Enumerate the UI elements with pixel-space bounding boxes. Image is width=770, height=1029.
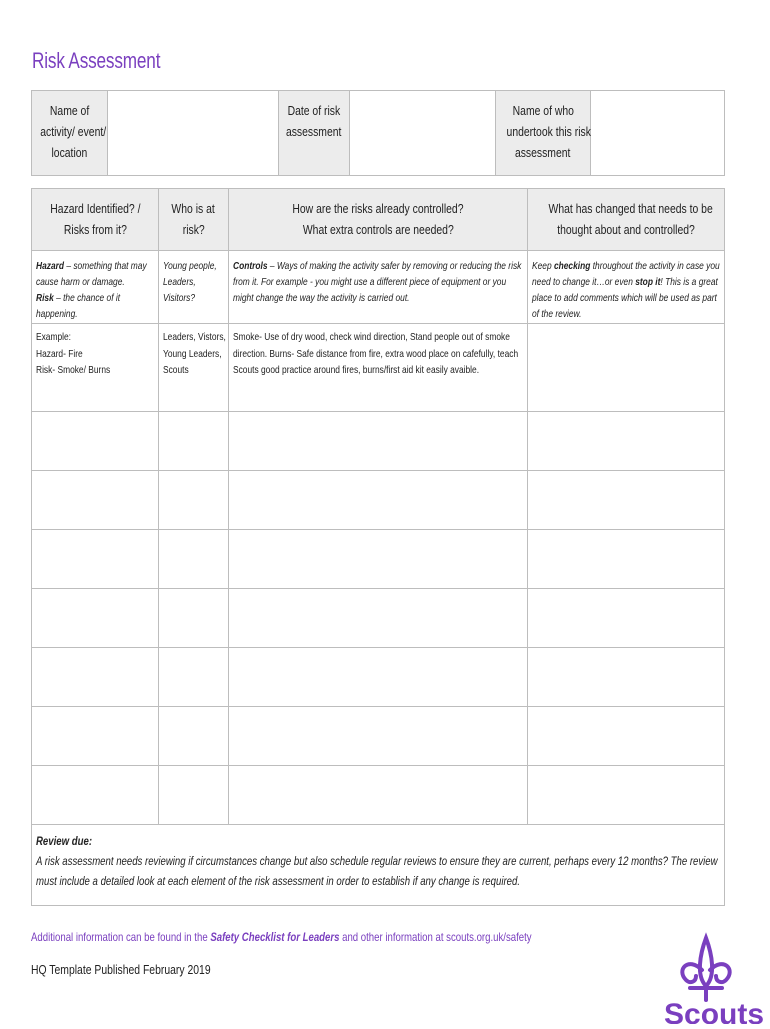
scouts-wordmark: Scouts	[664, 998, 764, 1024]
table-row	[32, 530, 725, 589]
changes-cell[interactable]	[528, 589, 725, 648]
hazard-cell[interactable]	[32, 530, 159, 589]
who-cell[interactable]	[159, 707, 229, 766]
date-field[interactable]	[350, 91, 496, 176]
controls-cell[interactable]	[229, 766, 528, 825]
scouts-logo	[664, 930, 764, 1024]
activity-label: Name of activity/ event/ location	[32, 91, 108, 176]
hazard-column-header: Hazard Identified? / Risks from it?	[32, 189, 159, 251]
changes-cell[interactable]	[528, 471, 725, 530]
controls-cell[interactable]	[229, 530, 528, 589]
assessor-field[interactable]	[591, 91, 725, 176]
who-cell[interactable]	[159, 530, 229, 589]
date-label: Date of risk assessment	[279, 91, 350, 176]
changes-cell[interactable]	[528, 766, 725, 825]
controls-cell[interactable]	[229, 707, 528, 766]
hazard-cell[interactable]	[32, 707, 159, 766]
assessment-details-table	[31, 90, 725, 176]
example-changes-cell[interactable]	[528, 324, 725, 412]
example-controls-cell: Smoke- Use of dry wood, check wind direction, Stand people out of smoke direction. Burns- Safe distance from fire, extra wood place on cafefully, teach Scouts good practice around fires, burns/first aid kit easily avaible.	[229, 324, 528, 412]
hazard-cell[interactable]	[32, 412, 159, 471]
who-cell[interactable]	[159, 412, 229, 471]
additional-info: Additional information can be found in the Safety Checklist for Leaders and other information at scouts.org.uk/safety	[31, 930, 532, 944]
table-row	[32, 471, 725, 530]
fleur-de-lis-icon	[664, 930, 764, 1024]
review-label: Review due:	[36, 834, 93, 848]
safety-checklist-link[interactable]: Safety Checklist for Leaders	[210, 930, 340, 944]
table-row	[32, 589, 725, 648]
hazard-cell[interactable]	[32, 471, 159, 530]
who-column-header: Who is at risk?	[159, 189, 229, 251]
changes-cell[interactable]	[528, 412, 725, 471]
who-cell[interactable]	[159, 648, 229, 707]
changes-guidance: Keep checking throughout the activity in case you need to change it…or even stop it! This is a great place to add comments which will be used as part of the review.	[528, 251, 725, 324]
review-cell	[32, 825, 725, 906]
who-cell[interactable]	[159, 589, 229, 648]
page-title: Risk Assessment	[32, 48, 161, 73]
changes-cell[interactable]	[528, 648, 725, 707]
controls-cell[interactable]	[229, 648, 528, 707]
table-row	[32, 766, 725, 825]
risk-table	[31, 188, 725, 906]
changes-cell[interactable]	[528, 707, 725, 766]
review-row	[32, 825, 725, 906]
example-row	[32, 324, 725, 412]
guidance-row	[32, 251, 725, 324]
who-guidance: Young people, Leaders, Visitors?	[159, 251, 229, 324]
table-row	[32, 412, 725, 471]
who-cell[interactable]	[159, 766, 229, 825]
hazard-cell[interactable]	[32, 648, 159, 707]
assessor-label: Name of who undertook this risk assessment	[496, 91, 591, 176]
activity-field[interactable]	[108, 91, 279, 176]
changes-cell[interactable]	[528, 530, 725, 589]
changes-column-header: What has changed that needs to be thought about and controlled?	[528, 189, 725, 251]
published-note: HQ Template Published February 2019	[31, 962, 211, 977]
hazard-cell[interactable]	[32, 589, 159, 648]
example-who-cell: Leaders, Vistors, Young Leaders, Scouts	[159, 324, 229, 412]
table-row	[32, 707, 725, 766]
controls-guidance: Controls – Ways of making the activity safer by removing or reducing the risk from it. For example - you might use a different piece of equipment or you might change the way the activity is carried out.	[229, 251, 528, 324]
review-text: A risk assessment needs reviewing if circumstances change but also schedule regular reviews to ensure they are current, perhaps every 12 months? The review must include a detailed look at each element of the risk assessment in order to establish if any change is required.	[36, 854, 718, 888]
example-hazard-cell: Example: Hazard- Fire Risk- Smoke/ Burns	[32, 324, 159, 412]
table-row	[32, 648, 725, 707]
hazard-cell[interactable]	[32, 766, 159, 825]
hazard-guidance: Hazard – something that may cause harm or damage. Risk – the chance of it happening.	[32, 251, 159, 324]
controls-cell[interactable]	[229, 589, 528, 648]
controls-cell[interactable]	[229, 412, 528, 471]
who-cell[interactable]	[159, 471, 229, 530]
controls-column-header: How are the risks already controlled? What extra controls are needed?	[229, 189, 528, 251]
controls-cell[interactable]	[229, 471, 528, 530]
